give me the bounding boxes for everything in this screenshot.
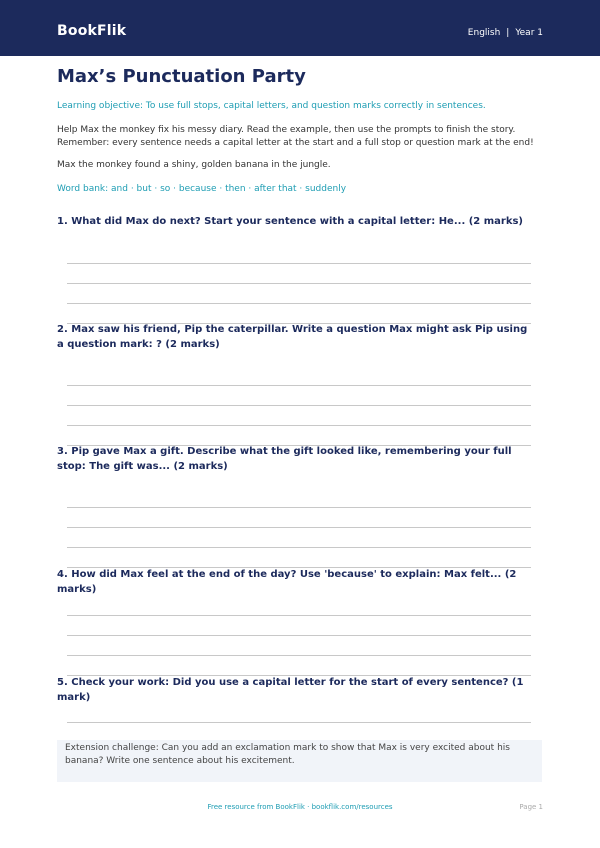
brand-logo: BookFlik	[57, 23, 127, 39]
answer-line[interactable]	[67, 547, 531, 548]
instructions	[57, 124, 547, 150]
footer-credit: Free resource from BookFlik · bookflik.com/resources	[207, 803, 393, 811]
instructions-line-2: Remember: every sentence needs a capital letter at the start and a full stop or question mark at the end!	[57, 138, 534, 148]
answer-line[interactable]	[67, 303, 531, 304]
instructions-line-1: Help Max the monkey fix his messy diary. Read the example, then use the prompts to finish the story.	[57, 125, 516, 135]
example-sentence: Max the monkey found a shiny, golden banana in the jungle.	[57, 160, 331, 170]
year-label: Year 1	[515, 28, 543, 38]
learning-objective: Learning objective: To use full stops, capital letters, and question marks correctly in sentences.	[57, 101, 486, 111]
header-bar	[0, 0, 600, 56]
answer-line[interactable]	[67, 283, 531, 284]
question-4-prompt: 4. How did Max feel at the end of the day? Use 'because' to explain: Max felt... (2 marks)	[57, 569, 517, 595]
page-number: Page 1	[519, 803, 543, 811]
header-separator: |	[506, 28, 510, 38]
question-1-prompt: 1. What did Max do next? Start your sentence with a capital letter: He... (2 marks)	[57, 216, 524, 227]
answer-line[interactable]	[67, 615, 531, 616]
answer-line[interactable]	[67, 405, 531, 406]
answer-line[interactable]	[67, 263, 531, 264]
answer-line[interactable]	[67, 635, 531, 636]
page-title: Max’s Punctuation Party	[57, 66, 306, 87]
answer-line[interactable]	[67, 385, 531, 386]
subject-label: English	[467, 28, 501, 38]
extension-challenge-box	[57, 740, 542, 782]
extension-challenge-text: Extension challenge: Can you add an exclamation mark to show that Max is very excited about his banana? Write one sentence about his excitement.	[65, 743, 510, 766]
header-meta	[468, 28, 543, 38]
answer-line[interactable]	[67, 655, 531, 656]
question-5-prompt: 5. Check your work: Did you use a capital letter for the start of every sentence? (1 mark)	[57, 677, 524, 703]
answer-line[interactable]	[67, 722, 531, 723]
question-2-prompt: 2. Max saw his friend, Pip the caterpillar. Write a question Max might ask Pip using a question mark: ? (2 marks)	[57, 324, 528, 350]
answer-line[interactable]	[67, 425, 531, 426]
word-bank: Word bank: and · but · so · because · then · after that · suddenly	[57, 184, 347, 194]
answer-line[interactable]	[67, 507, 531, 508]
answer-line[interactable]	[67, 527, 531, 528]
question-3-prompt: 3. Pip gave Max a gift. Describe what the gift looked like, remembering your full stop: The gift was... (2 marks)	[57, 446, 512, 472]
